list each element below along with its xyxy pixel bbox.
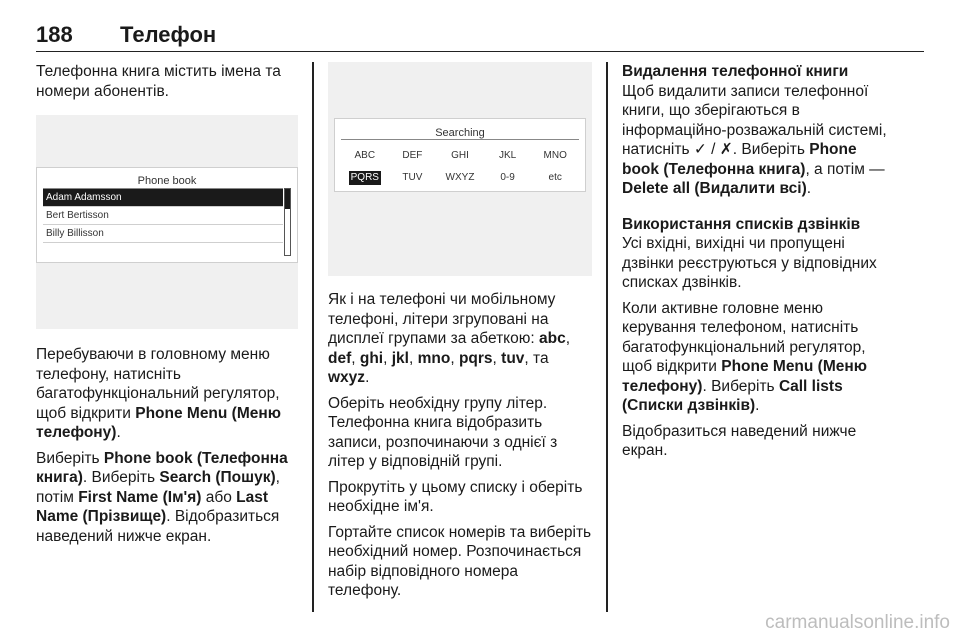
letter-group[interactable]: etc <box>548 172 562 183</box>
letter-group[interactable]: GHI <box>451 150 469 161</box>
paragraph-select-group: Оберіть необхідну групу літер. Телефонна книга відобразить записи, розпочинаючи з однієї з літер у відповідній групі. <box>328 394 558 470</box>
watermark: carmanualsonline.info <box>765 612 950 633</box>
column-1 <box>36 62 298 552</box>
page-header <box>36 18 924 52</box>
search-title: Searching <box>435 127 485 139</box>
heading-call-lists: Використання списків дзвінків <box>622 215 861 233</box>
list-item[interactable]: Billy Billisson <box>43 225 283 243</box>
column-3 <box>622 62 892 467</box>
heading-delete-phonebook: Видалення телефонної книги <box>622 63 849 80</box>
search-screen <box>334 118 586 192</box>
letter-group[interactable]: DEF <box>402 150 423 161</box>
phonebook-list <box>43 188 283 243</box>
letter-group[interactable]: 0-9 <box>500 172 515 183</box>
search-divider <box>341 139 579 140</box>
paragraph-open-call-lists: Коли активне головне меню керування телефоном, натисніть багатофункціональний регулятор, щоб відкрити Phone Menu (Меню телефону). Виберіть Call lists (Списки дзвінків). <box>622 299 867 414</box>
paragraph-scroll-list: Прокрутіть у цьому списку і оберіть необхідне ім'я. <box>328 478 583 515</box>
search-figure <box>328 62 592 276</box>
page-number: 188 <box>36 22 73 47</box>
letter-group[interactable]: MNO <box>543 150 567 161</box>
list-item[interactable]: Bert Bertisson <box>43 207 283 225</box>
column-divider-right <box>606 62 608 612</box>
paragraph-letter-groups: Як і на телефоні чи мобільному телефоні, літери згруповані на дисплеї групами за абеткою: abc, def, ghi, jkl, mno, pqrs, tuv, та wxyz. <box>328 291 571 386</box>
check-cross-icon: ✓ / ✗ <box>693 141 733 158</box>
letter-group[interactable]: ABC <box>354 150 376 161</box>
letter-group[interactable]: WXYZ <box>445 172 475 183</box>
phonebook-screen <box>36 167 298 263</box>
letter-group[interactable]: JKL <box>498 150 517 161</box>
letter-group-grid <box>341 149 579 185</box>
column-divider-left <box>312 62 314 612</box>
page-title: Телефон <box>120 22 217 47</box>
paragraph-select-phonebook: Виберіть Phone book (Телефонна книга). Виберіть Search (Пошук), потім First Name (Ім'я) або Last Name (Прізвище). Відобразиться наведений нижче екран. <box>36 449 288 545</box>
phonebook-title: Phone book <box>137 175 197 187</box>
letter-group[interactable]: TUV <box>402 172 423 183</box>
list-item[interactable]: Adam Adamsson <box>43 189 283 207</box>
phonebook-scrollbar[interactable] <box>284 188 291 256</box>
phonebook-figure <box>36 115 298 329</box>
paragraph-call-logs: Усі вхідні, вихідні чи пропущені дзвінки реєструються у відповідних списках дзвінків. <box>622 235 877 291</box>
intro-paragraph: Телефонна книга містить імена та номери абонентів. <box>36 63 281 100</box>
paragraph-open-phone-menu: Перебуваючи в головному меню телефону, натисніть багатофункціональний регулятор, щоб відкрити Phone Menu (Меню телефону). <box>36 346 281 441</box>
paragraph-delete-phonebook: Щоб видалити записи телефонної книги, що зберігаються в інформаційно-розважальній системі, натисніть ✓ / ✗. Виберіть Phone book (Телефонна книга), а потім — Delete all (Видалити всі). <box>622 82 887 197</box>
scrollbar-thumb[interactable] <box>285 189 290 209</box>
paragraph-dial-number: Гортайте список номерів та виберіть необхідний номер. Розпочинається набір відповідного номера телефону. <box>328 523 592 599</box>
paragraph-screen-shown: Відобразиться наведений нижче екран. <box>622 422 857 459</box>
letter-group-selected[interactable]: PQRS <box>350 172 379 183</box>
column-2 <box>328 62 592 607</box>
